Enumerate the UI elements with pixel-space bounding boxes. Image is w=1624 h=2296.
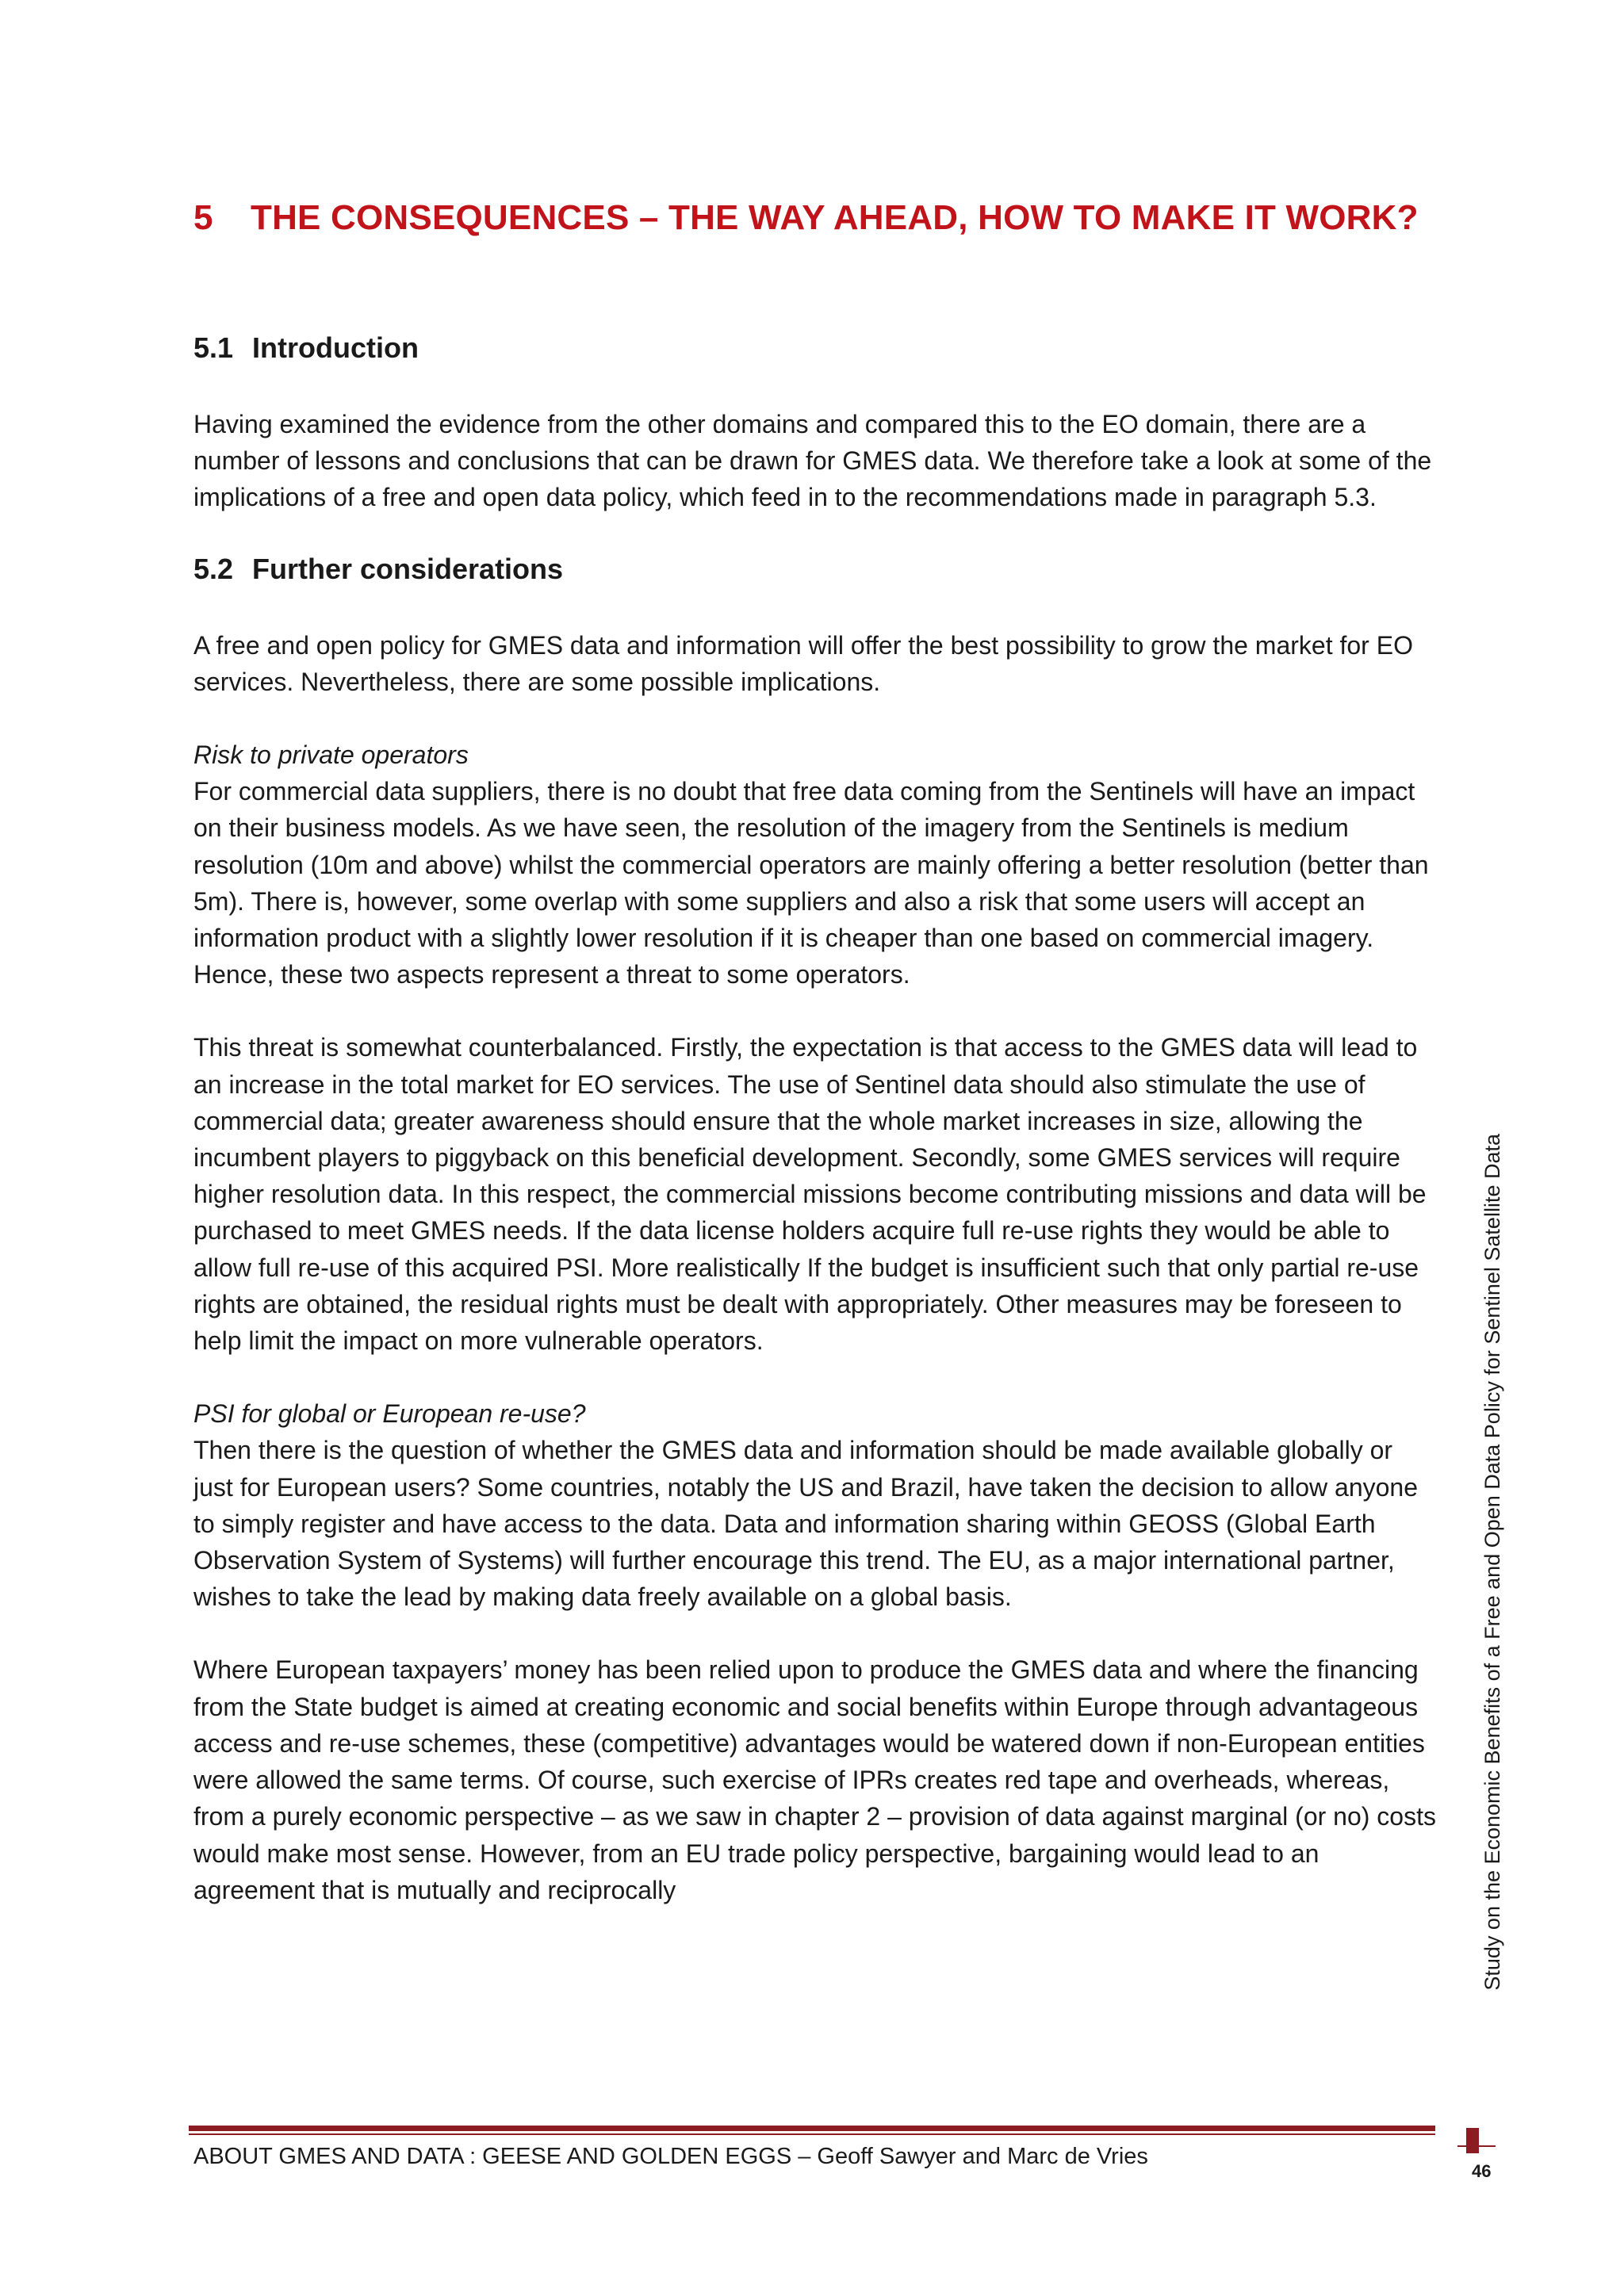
subheading-psi-reuse: PSI for global or European re-use?	[193, 1399, 586, 1429]
chapter-heading	[193, 198, 1438, 238]
further-considerations-intro: A free and open policy for GMES data and information will offer the best possibility to grow the market for EO services. Nevertheless, there are some possible implications.	[193, 630, 1413, 696]
footer-rule-thin	[189, 2133, 1435, 2135]
subheading-risk-to-private-operators: Risk to private operators	[193, 740, 469, 770]
paragraph: This threat is somewhat counterbalanced. Firstly, the expectation is that access to the GMES data will lead to an increase in the total market for EO services. The use of Sentinel data should also stimulate the use of commercial data; greater awareness should ensure that the whole market increases in size, allowing the incumbent players to piggyback on this beneficial development. Secondly, some GMES services will require higher resolution data. In this respect, the commercial missions become contributing missions and data will be purchased to meet GMES needs. If the data license holders acquire full re-use rights they would be able to allow full re-use of this acquired PSI. More realistically If the budget is insufficient such that only partial re-use rights are obtained, the residual rights must be dealt with appropriately. Other measures may be foreseen to help limit the impact on more vulnerable operators.	[193, 1033, 1427, 1356]
section-number: 5.2	[193, 552, 234, 585]
footer-text: ABOUT GMES AND DATA : GEESE AND GOLDEN EGGS – Geoff Sawyer and Marc de Vries	[193, 2144, 1148, 2169]
page-marker-line	[1457, 2145, 1496, 2147]
chapter-number: 5	[193, 198, 213, 237]
chapter-title: THE CONSEQUENCES – THE WAY AHEAD, HOW TO MAKE IT WORK?	[251, 198, 1419, 237]
page-marker	[1466, 2128, 1479, 2153]
section-heading-further-considerations	[193, 553, 1438, 586]
section-title: Further considerations	[252, 552, 564, 585]
introduction-paragraph: Having examined the evidence from the other domains and compared this to the EO domain, there are a number of lessons and conclusions that can be drawn for GMES data. We therefore take a look at some of the implications of a free and open data policy, which feed in to the recommendations made in paragraph 5.3.	[193, 410, 1432, 512]
side-title-container	[1477, 1134, 1516, 2141]
section-heading-introduction	[193, 331, 1438, 365]
page-content	[193, 174, 1438, 1908]
paragraph: For commercial data suppliers, there is no doubt that free data coming from the Sentinels will have an impact on their business models. As we have seen, the resolution of the imagery from the Sentinels is medium resolution (10m and above) whilst the commercial operators are mainly offering a better resolution (better than 5m). There is, however, some overlap with some suppliers and also a risk that some users will accept an information product with a slightly lower resolution if it is cheaper than one based on commercial imagery. Hence, these two aspects represent a threat to some operators.	[193, 777, 1429, 989]
side-title: Study on the Economic Benefits of a Free and Open Data Policy for Sentinel Satellite Data	[1480, 1134, 1504, 1991]
section-title: Introduction	[252, 331, 419, 364]
page-number: 46	[1472, 2161, 1492, 2181]
paragraph: Then there is the question of whether the GMES data and information should be made available globally or just for European users? Some countries, notably the US and Brazil, have taken the decision to allow anyone to simply register and have access to the data. Data and information sharing within GEOSS (Global Earth Observation System of Systems) will further encourage this trend. The EU, as a major international partner, wishes to take the lead by making data freely available on a global basis.	[193, 1436, 1419, 1612]
paragraph: Where European taxpayers’ money has been relied upon to produce the GMES data and where the financing from the State budget is aimed at creating economic and social benefits within Europe through advantageous access and re-use schemes, these (competitive) advantages would be watered down if non-European entities were allowed the same terms. Of course, such exercise of IPRs creates red tape and overheads, whereas, from a purely economic perspective – as we saw in chapter 2 – provision of data against marginal (or no) costs would make most sense. However, from an EU trade policy perspective, bargaining would lead to an agreement that is mutually and reciprocally	[193, 1655, 1436, 1904]
footer-rule	[189, 2126, 1435, 2131]
section-number: 5.1	[193, 331, 234, 364]
